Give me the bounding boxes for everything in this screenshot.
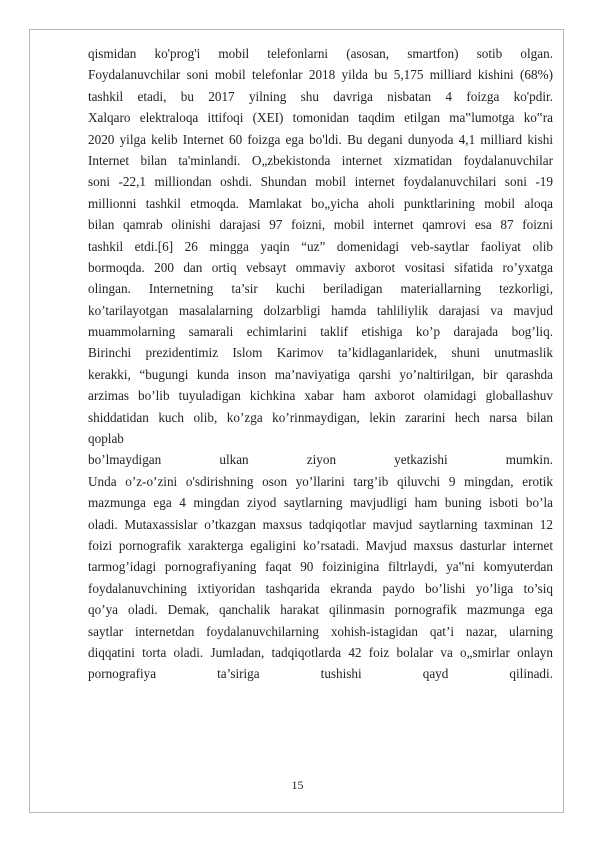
text-line: shiddatidan kuch olib, ko’zga ko’rinmaydigan, lekin zararini hech narsa bilan	[88, 409, 553, 425]
text-line: millionni tashkil etmoqda. Mamlakat bo„yicha aholi punktlarining mobil aloqa	[88, 195, 553, 211]
text-line: ko’tarilayotgan masalalarning dolzarbligi hamda tahliliylik darajasi va mavjud	[88, 302, 553, 318]
text-line: pornografiya ta’siriga tushishi qayd qilinadi.	[88, 666, 553, 682]
text-line: 2020 yilga kelib Internet 60 foizga ega bo'ldi. Bu degani dunyoda 4,1 milliard kishi	[88, 131, 553, 147]
text-line: saytlar internetdan foydalanuvchilarning xohish-istagidan qat’i nazar, ularning	[88, 623, 553, 639]
text-line: arzimas bo’lib tuyuladigan kichkina xabar ham axborot olamidagi globallashuv	[88, 388, 553, 404]
text-line: muammolarning samarali echimlarini taklif etishiga ko’p darajada bog’liq.	[88, 324, 553, 340]
text-line: oladi. Mutaxassislar o’tkazgan maxsus tadqiqotlar mavjud saytlarning taxminan 12	[88, 516, 553, 532]
text-line: foizi pornografik xarakterga egaligini ko’rsatadi. Mavjud maxsus dasturlar internet	[88, 537, 553, 553]
body-text	[88, 43, 553, 685]
text-line: kerakki, “bugungi kunda inson ma’naviyatiga qarshi yo’naltirilgan, bir qarashda	[88, 366, 553, 382]
text-line: olingan. Internetning ta’sir kuchi beriladigan materiallarning tezkorligi,	[88, 281, 553, 297]
page-number: 15	[291, 778, 304, 792]
text-line: tashkil etadi, bu 2017 yilning shu davriga nisbatan 4 foizga ko'pdir.	[88, 88, 553, 104]
text-line: Internet bilan ta'minlandi. O„zbekistonda internet xizmatidan foydalanuvchilar	[88, 152, 553, 168]
text-line: qo’ya oladi. Demak, qanchalik harakat qilinmasin pornografik mazmunga ega	[88, 602, 553, 618]
text-line: mazmunga ega 4 mingdan ziyod saytlarning mavjudligi ham buning isboti bo’la	[88, 495, 553, 511]
text-line: Xalqaro elektraloqa ittifoqi (XEI) tomonidan taqdim etilgan ma‟lumotga ko‟ra	[88, 110, 553, 126]
text-line: bilan qamrab olinishi darajasi 97 foizni, mobil internet qamrovi esa 87 foizni	[88, 217, 553, 233]
text-line: Unda o’z-o’zini o'sdirishning oson yo’llarini targ’ib qiluvchi 9 mingdan, erotik	[88, 473, 553, 489]
text-line: foydalanuvchining ixtiyoridan tashqarida ekranda paydo bo’lishi yo’liga to’siq	[88, 580, 553, 596]
text-line: Birinchi prezidentimiz Islom Karimov ta’kidlaganlaridek, shuni unutmaslik	[88, 345, 553, 361]
text-line: soni -22,1 milliondan oshdi. Shundan mobil internet foydalanuvchilari soni -19	[88, 174, 553, 190]
text-line: qismidan ko'prog'i mobil telefonlarni (asosan, smartfon) sotib olgan.	[88, 46, 553, 61]
text-line: diqqatini torta oladi. Jumladan, tadqiqotlarda 42 foiz bolalar va o„smirlar onlayn	[88, 644, 553, 660]
text-line: qoplab	[88, 431, 124, 447]
text-line: Foydalanuvchilar soni mobil telefonlar 2018 yilda bu 5,175 milliard kishini (68%)	[88, 67, 553, 83]
text-line: tashkil etdi.[6] 26 mingga yaqin “uz” domenidagi veb-saytlar faoliyat olib	[88, 238, 553, 254]
text-line: tarmog’idagi pornografiyaning faqat 90 foizinigina filtrlaydi, ya‟ni komyuterdan	[88, 559, 553, 575]
text-line: bormoqda. 200 dan ortiq vebsayt ommaviy axborot vositasi sifatida ro’yxatga	[88, 259, 553, 275]
text-line: bo’lmaydigan ulkan ziyon yetkazishi mumkin.	[88, 452, 553, 468]
